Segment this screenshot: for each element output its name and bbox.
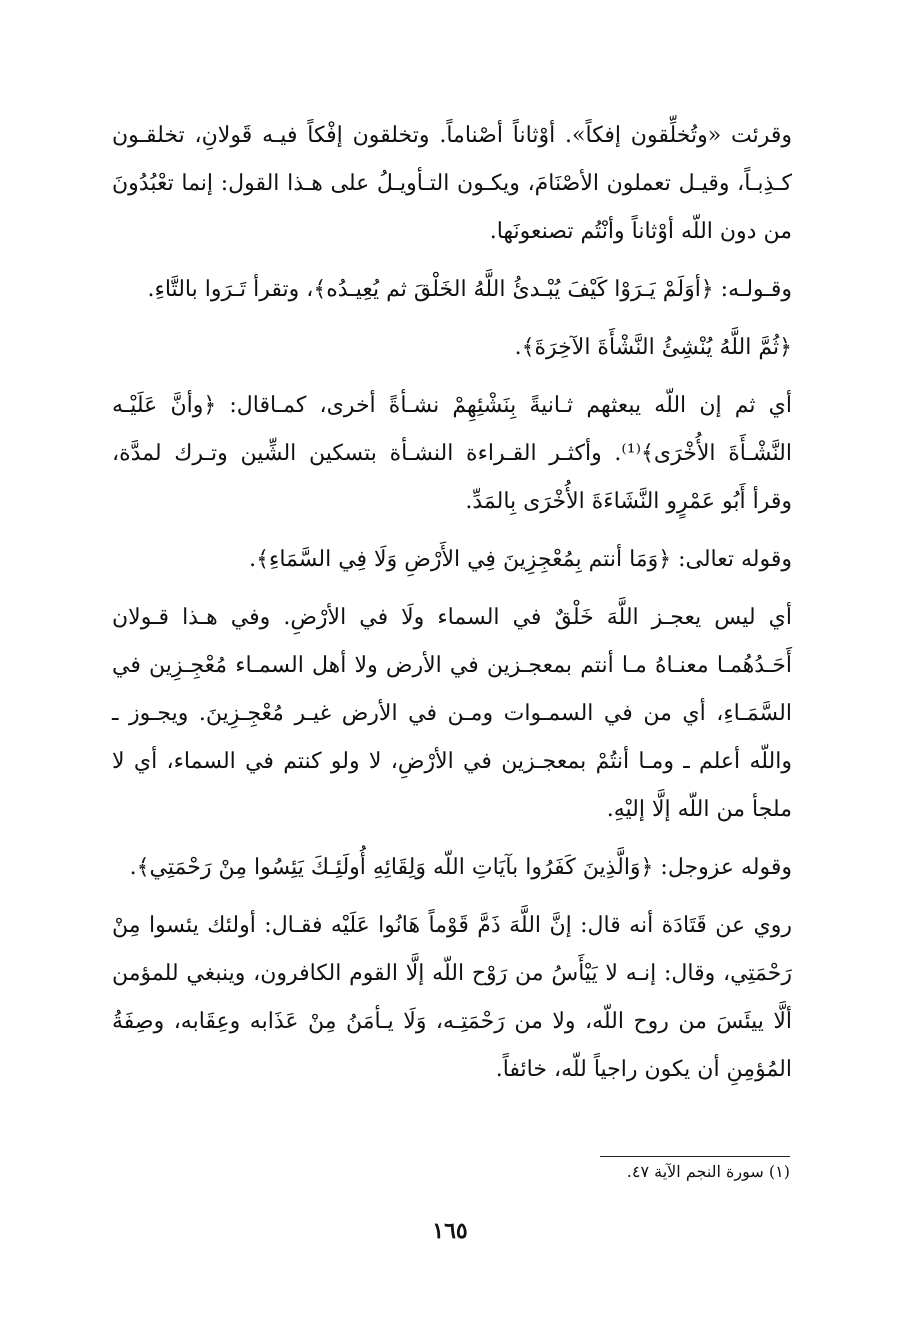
paragraph-3-verse: ﴿ثُمَّ اللَّهُ يُنْشِئُ النَّشْأَةَ الآخِرَةَ﴾. bbox=[514, 335, 792, 360]
paragraph-7: وقوله عزوجل: ﴿وَالَّذِينَ كَفَرُوا بآيَاتِ اللّه وَلِقَائِهِ أُولَئِـكَ يَئِسُوا مِنْ رَحْمَتِي﴾. bbox=[129, 855, 792, 880]
page-number: ١٦٥ bbox=[432, 1218, 468, 1244]
paragraph-6: أي ليس يعجـز اللَّهَ خَلْقٌ في السماء ولَا في الأرْضِ. وفي هـذا قـولان أَحَـدُهُمـا معنـاهُ مـا أنتم بمعجـزين في الأرض ولا أهل السمـاء مُعْجِـزِين في السَّمَـاءِ، أي من في السمـوات ومـن في الأرض غيـر مُعْجِـزِينَ. ويجـوز ـ واللّه أعلم ـ ومـا أنتُمْ بمعجـزين في الأرْضِ، لا ولو كنتم في السماء، أي لا ملجأ من اللّه إلَّا إليْهِ. bbox=[112, 605, 792, 822]
paragraph-5-verse: وقوله تعالى: ﴿وَمَا أنتم بِمُعْجِزِينَ فِي الأَرْضِ وَلَا فِي السَّمَاءِ﴾. bbox=[249, 547, 792, 572]
paragraph-4: أي ثم إن اللّه يبعثهم ثـانيةً بِنَشْئِهِمْ نشـأةً أخرى، كمـاقال: ﴿وأنَّ عَلَيْـه النَّشْـأَةَ الأُخْرَى﴾⁽¹⁾. وأكثـر القـراءة النشـأة بتسكين الشِّين وتـرك لمدَّة، وقرأ أَبُو عَمْرٍو النَّشَاءَةَ الأُخْرَى بِالمَدِّ. bbox=[112, 393, 792, 514]
paragraph-8: روي عن قَتَادَة أنه قال: إنَّ اللَّهَ ذَمَّ قَوْماً هَانُوا عَلَيْه فقـال: أولئك يئسوا مِنْ رَحْمَتِي، وقال: إنـه لا يَيْأَسُ من رَوْح اللّه إلَّا القوم الكافرون، وينبغي للمؤمن ألَّا ييئَسَ من روح اللّه، ولا من رَحْمَتِـه، وَلَا يـأمَنُ مِنْ عَذَابه وعِقَابه، وصِفَةُ المُؤمِنِ أن يكون راجياً للّه، خائفاً. bbox=[112, 913, 792, 1082]
footnote: (١) سورة النجم الآية ٤٧. bbox=[626, 1162, 790, 1181]
page-body bbox=[112, 112, 792, 1104]
paragraph-1: وقرئت «وتُخلِّقون إفكاً». أوْثاناً أصْناماً. وتخلقون إفْكاً فيـه قَولانِ، تخلقـون كـذِبـاً، وقيـل تعملون الأصْنَامَ، ويكـون التـأويـلُ على هـذا القول: إنما تعْبُدُونَ من دون اللّه أوْثاناً وأنْتُم تصنعونَها. bbox=[112, 123, 792, 244]
footnote-divider bbox=[600, 1156, 790, 1157]
paragraph-2: وقـولـه: ﴿أوَلَمْ يَـرَوْا كَيْفَ يُبْـدئُ اللَّهُ الخَلْقَ ثم يُعِيـدُه﴾، وتقرأ تَـرَوا بالتَّاءِ. bbox=[147, 277, 792, 302]
